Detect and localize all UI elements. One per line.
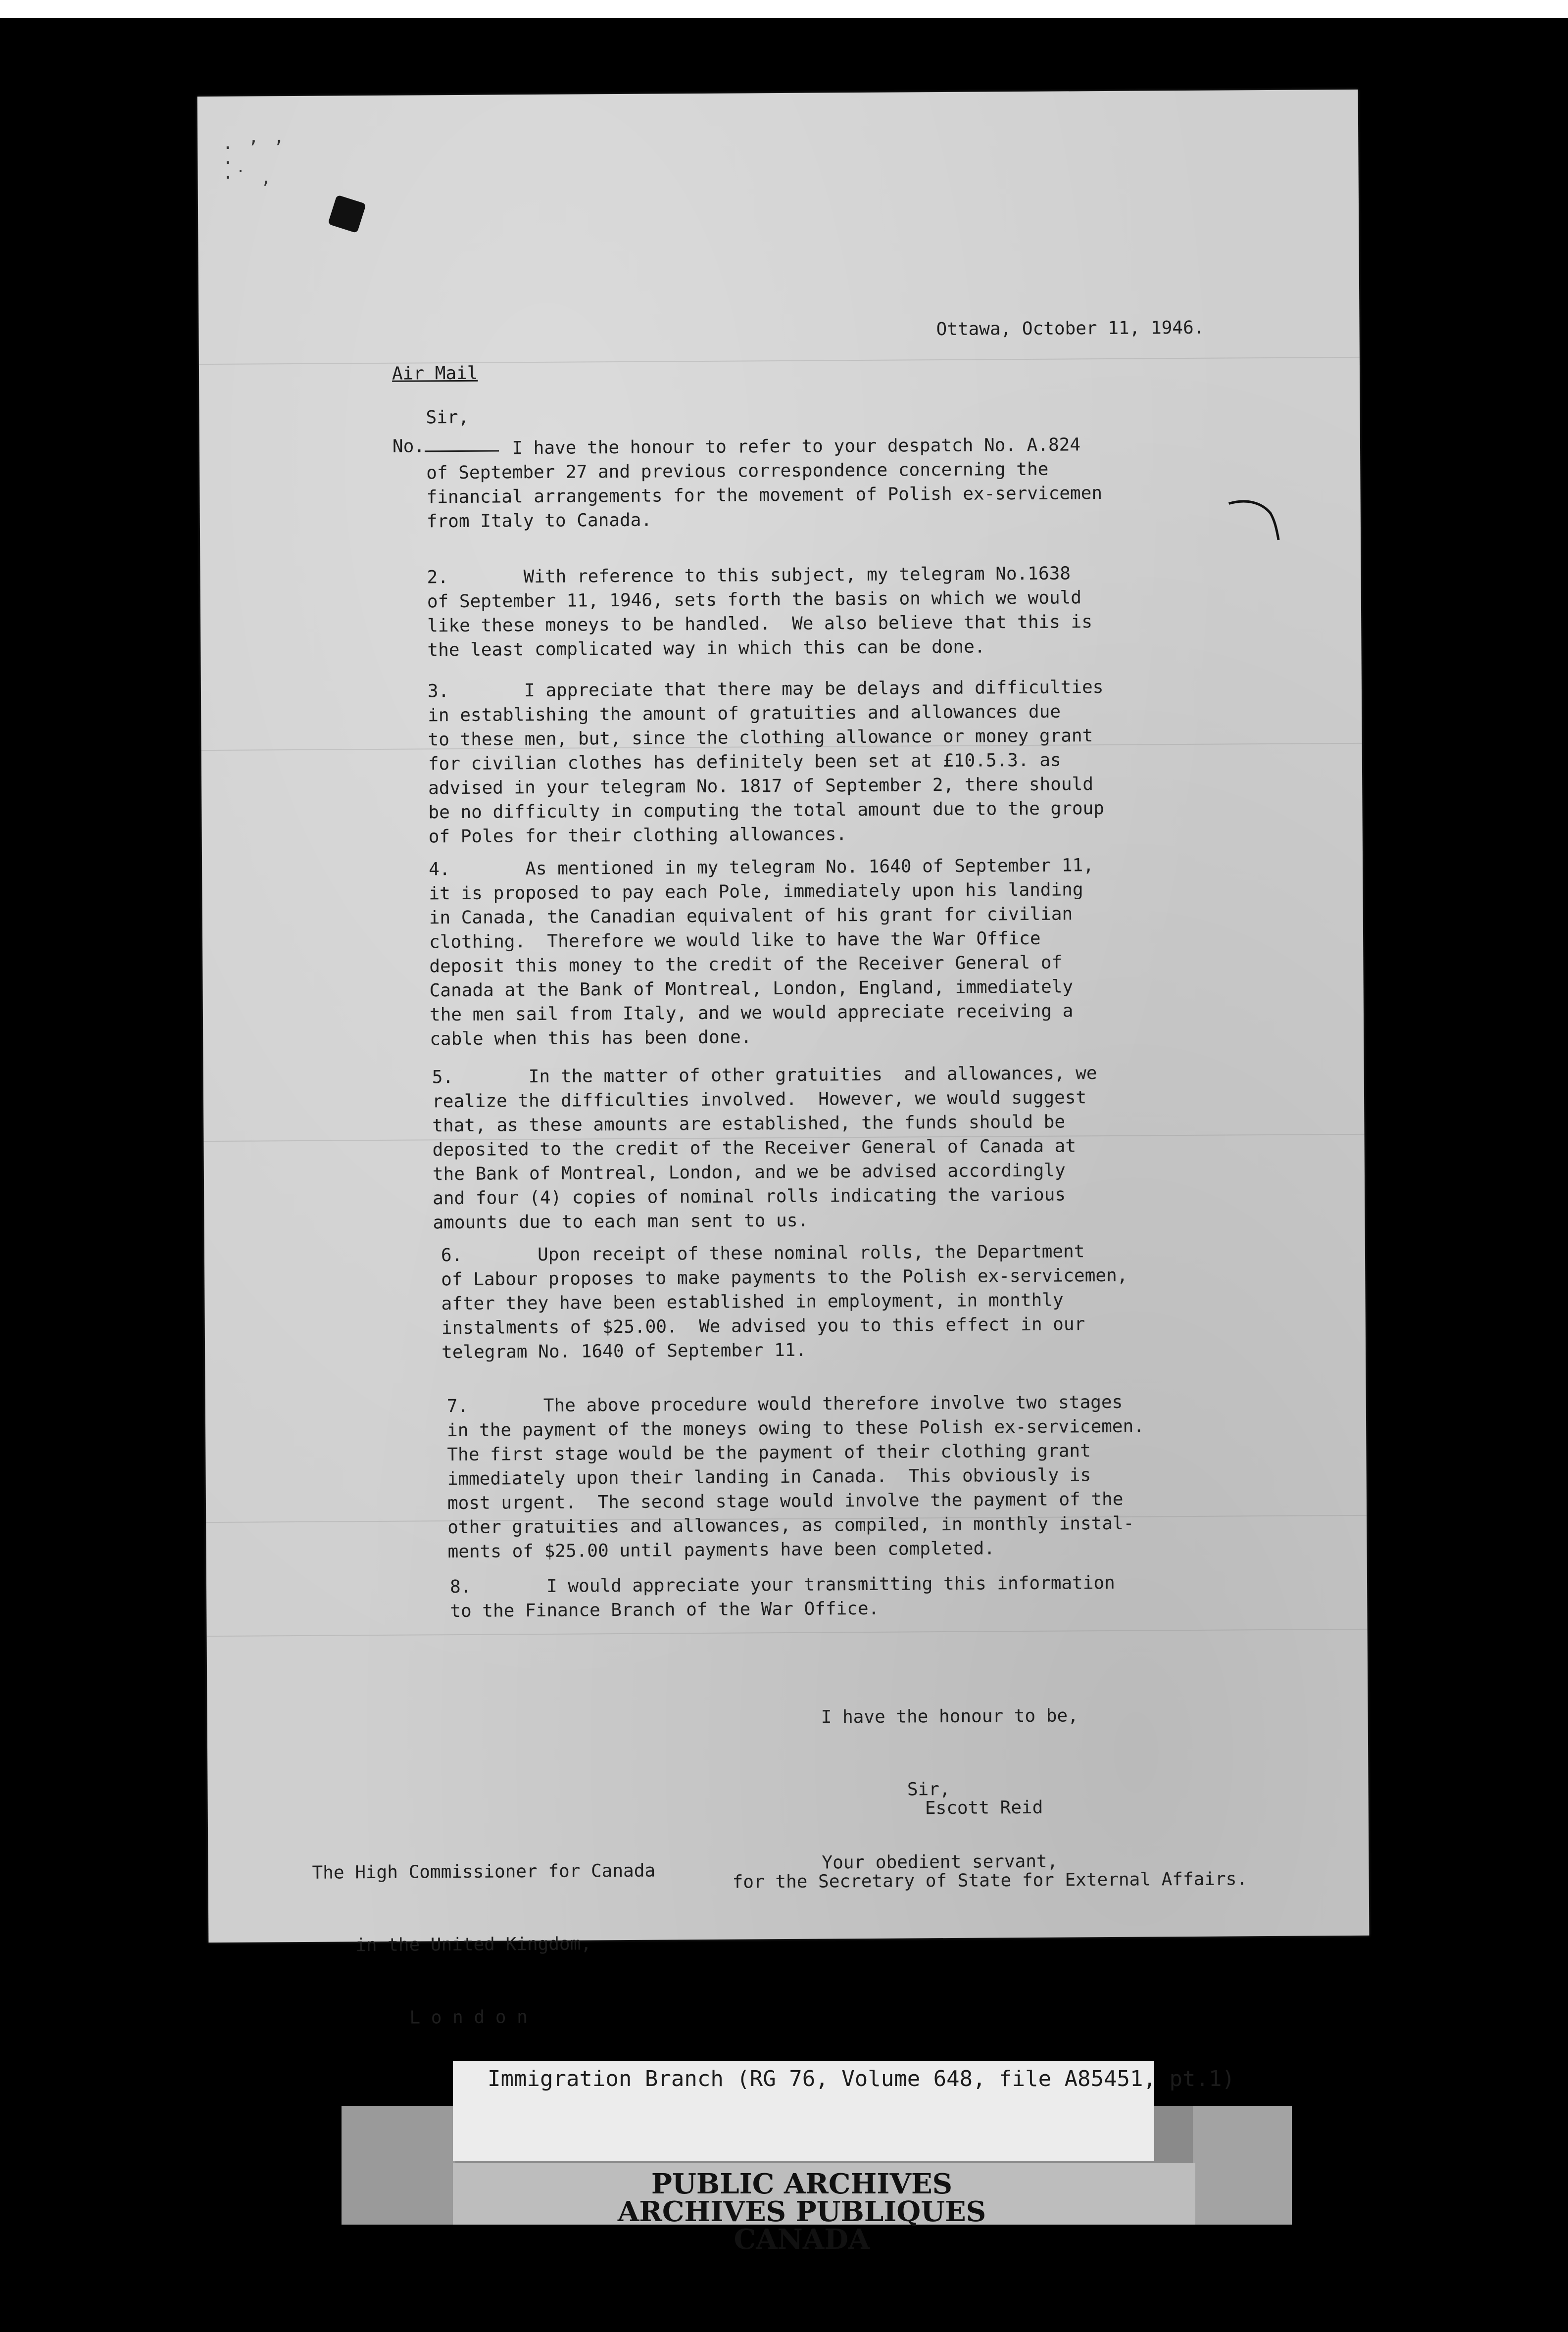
paragraph-line: 3. I appreciate that there may be delays and difficulties xyxy=(427,677,1104,702)
paragraph-line: financial arrangements for the movement of Polish ex-servicemen xyxy=(426,483,1103,508)
paragraph-line: clothing. Therefore we would like to have the War Office xyxy=(429,928,1041,953)
paragraph-line: that, as these amounts are established, the funds should be xyxy=(432,1112,1066,1136)
paragraph-line: 6. Upon receipt of these nominal rolls, the Department xyxy=(441,1241,1085,1266)
paragraph-3 xyxy=(428,675,1105,849)
paragraph-line: cable when this has been done. xyxy=(430,1027,752,1050)
paragraph-line: immediately upon their landing in Canada. This obviously is xyxy=(447,1465,1091,1490)
paragraph-4 xyxy=(429,853,1095,1051)
paragraph-5 xyxy=(432,1061,1098,1235)
paragraph-line: be no difficulty in computing the total amount due to the group xyxy=(428,798,1105,823)
stamp-line: ARCHIVES PUBLIQUES xyxy=(617,2195,986,2228)
archive-label: Immigration Branch (RG 76, Volume 648, file A85451, pt.1) xyxy=(488,2066,1235,2091)
paragraph-line: Canada at the Bank of Montreal, London, England, immediately xyxy=(429,976,1074,1001)
paragraph-6 xyxy=(441,1239,1128,1364)
closing-line: I have the honour to be, xyxy=(821,1705,1078,1728)
closing-line: Sir, xyxy=(821,1779,950,1800)
paragraph-line: other gratuities and allowances, as compiled, in monthly instal- xyxy=(447,1513,1134,1538)
paragraph-line: The first stage would be the payment of their clothing grant xyxy=(447,1441,1091,1465)
paragraph-line: in the payment of the moneys owing to these Polish ex-servicemen. xyxy=(446,1416,1145,1441)
signatory-name: Escott Reid xyxy=(732,1797,1043,1820)
paragraph-line: realize the difficulties involved. However, we would suggest xyxy=(432,1087,1087,1112)
paragraph-line: of Poles for their clothing allowances. xyxy=(428,824,847,847)
letter-date: Ottawa, October 11, 1946. xyxy=(936,317,1205,340)
paragraph-line: of September 27 and previous correspondence concerning the xyxy=(426,459,1049,484)
salutation: Sir, xyxy=(426,407,469,428)
paragraph-line: to the Finance Branch of the War Office. xyxy=(450,1598,880,1622)
paragraph-line: in establishing the amount of gratuities and allowances due xyxy=(428,701,1061,726)
closing-line: Your obedient servant, xyxy=(822,1851,1058,1873)
stamp-line: CANADA xyxy=(734,2223,870,2256)
paragraph-8 xyxy=(450,1571,1115,1623)
paragraph-line: for civilian clothes has definitely been set at £10.5.3. as xyxy=(428,750,1061,775)
paragraph-1 xyxy=(426,433,1103,534)
paragraph-line: 8. I would appreciate your transmitting this information xyxy=(449,1572,1115,1598)
ruled-line xyxy=(199,357,1360,365)
paragraph-line: from Italy to Canada. xyxy=(426,510,652,532)
paragraph-line: the men sail from Italy, and we would appreciate receiving a xyxy=(429,1001,1074,1025)
paragraph-line: it is proposed to pay each Pole, immediately upon his landing xyxy=(429,879,1083,904)
air-mail-label: Air Mail xyxy=(392,363,478,384)
paragraph-line: amounts due to each man sent to us. xyxy=(433,1210,809,1233)
paragraph-line: 7. The above procedure would therefore involve two stages xyxy=(446,1392,1123,1417)
paragraph-line: after they have been established in employment, in monthly xyxy=(441,1290,1064,1314)
stamp-line: PUBLIC ARCHIVES xyxy=(651,2168,953,2200)
stamp-edge-left xyxy=(342,2106,455,2225)
stamp-edge-right xyxy=(1193,2106,1292,2225)
paragraph-line: 5. In the matter of other gratuities and allowances, we xyxy=(432,1063,1097,1088)
paragraph-line: like these moneys to be handled. We also believe that this is xyxy=(427,612,1093,636)
paragraph-line: the least complicated way in which this can be done. xyxy=(427,636,985,661)
ruled-line xyxy=(207,1629,1368,1637)
paragraph-line: I have the honour to refer to your despatch No. A.824 xyxy=(426,435,1081,459)
paragraph-line: ments of $25.00 until payments have been completed. xyxy=(447,1538,995,1562)
paragraph-line: of Labour proposes to make payments to the Polish ex-servicemen, xyxy=(441,1265,1128,1290)
paragraph-line: instalments of $25.00. We advised you to this effect in our xyxy=(441,1314,1085,1339)
paragraph-line: 4. As mentioned in my telegram No. 1640 of September 11, xyxy=(429,855,1094,880)
number-label: No. xyxy=(392,436,425,457)
paragraph-line: deposit this money to the credit of the Receiver General of xyxy=(429,952,1063,977)
paragraph-line: in Canada, the Canadian equivalent of his grant for civilian xyxy=(429,904,1073,928)
signature-block xyxy=(732,1746,1248,1943)
address-line: in the United Kingdom, xyxy=(312,1934,592,1956)
letter-page xyxy=(197,90,1370,2029)
signatory-title: for the Secretary of State for External Affairs. xyxy=(732,1869,1248,1893)
paragraph-line: most urgent. The second stage would involve the payment of the xyxy=(447,1489,1124,1514)
paragraph-line: 2. With reference to this subject, my telegram No.1638 xyxy=(427,563,1071,588)
ink-specks: · ʼ ʼ · ·˙ , xyxy=(222,138,286,188)
pen-mark xyxy=(1227,498,1282,543)
recipient-address xyxy=(312,1810,657,2079)
paragraph-7 xyxy=(447,1390,1145,1564)
paragraph-line: of September 11, 1946, sets forth the basis on which we would xyxy=(427,587,1082,612)
paragraph-line: to these men, but, since the clothing allowance or money grant xyxy=(428,726,1093,750)
paragraph-line: telegram No. 1640 of September 11. xyxy=(441,1340,807,1363)
paragraph-2 xyxy=(427,561,1092,662)
paragraph-line: advised in your telegram No. 1817 of September 2, there should xyxy=(428,774,1094,799)
archive-stamp xyxy=(584,2168,1020,2256)
paragraph-line: the Bank of Montreal, London, and we be advised accordingly xyxy=(432,1160,1066,1185)
paragraph-line: and four (4) copies of nominal rolls indicating the various xyxy=(433,1184,1066,1209)
punch-hole xyxy=(328,194,366,233)
paragraph-line: deposited to the credit of the Receiver General of Canada at xyxy=(432,1136,1077,1161)
film-frame-edge xyxy=(0,0,1568,18)
address-line: L o n d o n xyxy=(313,2007,528,2029)
address-line: The High Commissioner for Canada xyxy=(312,1860,656,1883)
